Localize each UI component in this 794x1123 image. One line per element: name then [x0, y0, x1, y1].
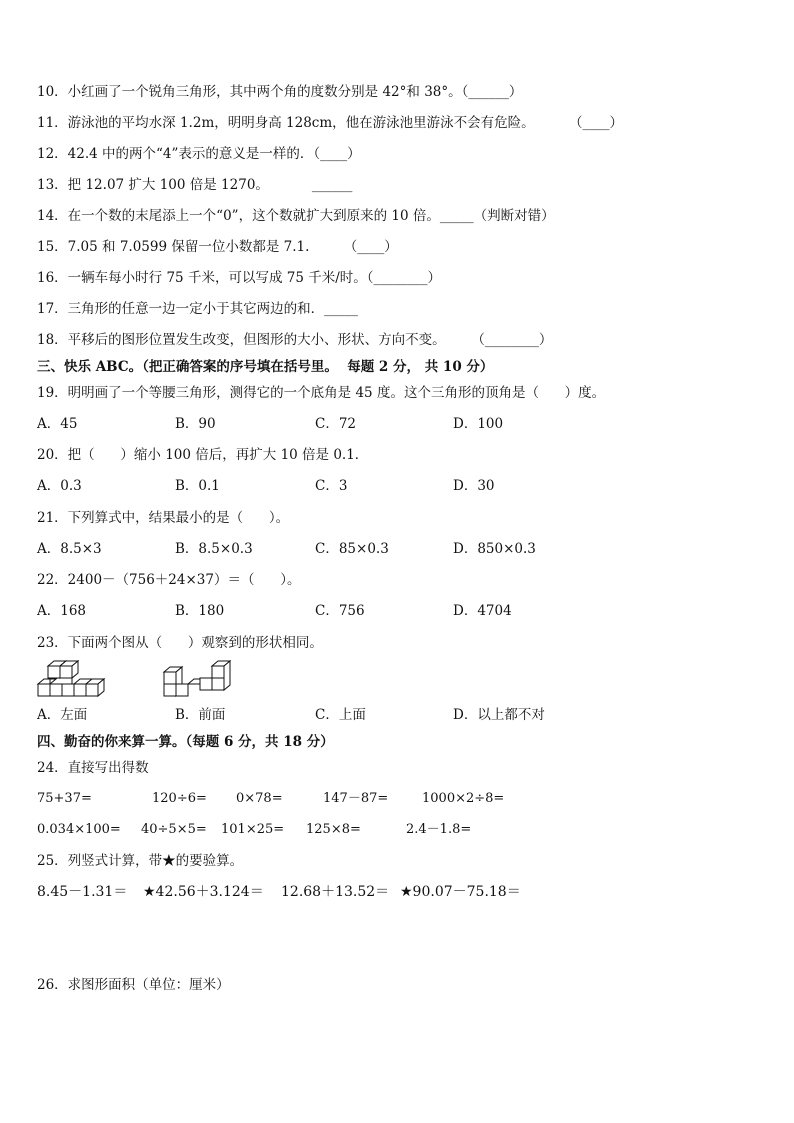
cube-figure-left	[36, 660, 108, 698]
q21-option-c: C．85×0.3	[315, 541, 389, 557]
question-13: 13．把 12.07 扩大 100 倍是 1270。 ______	[37, 177, 353, 193]
question-26: 26．求图形面积（单位：厘米）	[37, 977, 230, 993]
q22-option-c: C．756	[315, 603, 365, 619]
q22-option-b: B．180	[175, 603, 225, 619]
section-4-heading: 四、勤奋的你来算一算。（每题 6 分，共 18 分）	[37, 734, 334, 750]
q21-option-a: A．8.5×3	[37, 541, 102, 557]
q23-option-b: B．前面	[175, 707, 226, 723]
q24-item: 40÷5×5=	[141, 822, 207, 837]
q20-option-c: C．3	[315, 478, 348, 494]
question-19: 19．明明画了一个等腰三角形，测得它的一个底角是 45 度。这个三角形的顶角是（ ）度。	[37, 385, 606, 401]
question-14: 14．在一个数的末尾添上一个“0”，这个数就扩大到原来的 10 倍。_____（判断对错）	[37, 208, 555, 224]
question-25: 25．列竖式计算，带★的要验算。	[37, 853, 244, 869]
q25-item: ★90.07－75.18＝	[400, 884, 521, 900]
q24-item: 125×8=	[306, 822, 361, 837]
question-15: 15．7.05 和 7.0599 保留一位小数都是 7.1. （____）	[37, 239, 398, 255]
q21-option-b: B．8.5×0.3	[175, 541, 253, 557]
question-17: 17．三角形的任意一边一定小于其它两边的和．_____	[37, 301, 358, 317]
question-24: 24．直接写出得数	[37, 760, 149, 776]
q23-option-a: A．左面	[37, 707, 88, 723]
q24-item: 75+37=	[37, 791, 92, 806]
q22-option-d: D．4704	[453, 603, 512, 619]
question-21: 21．下列算式中，结果最小的是（ ）。	[37, 510, 290, 526]
q22-option-a: A．168	[37, 603, 87, 619]
q19-option-b: B．90	[175, 416, 216, 432]
section-3-heading: 三、快乐 ABC。（把正确答案的序号填在括号里。 每题 2 分， 共 10 分）	[37, 359, 494, 375]
q20-option-a: A．0.3	[37, 478, 82, 494]
cube-figure-right	[162, 660, 242, 698]
question-16: 16．一辆车每小时行 75 千米，可以写成 75 千米/时。（________）	[37, 270, 441, 286]
q25-item: 8.45－1.31＝	[37, 884, 128, 900]
question-22: 22．2400－（756＋24×37）＝（ ）。	[37, 572, 301, 588]
question-12: 12．42.4 中的两个“4”表示的意义是一样的．（____）	[37, 146, 361, 162]
q25-item: ★42.56＋3.124＝	[143, 884, 264, 900]
q20-option-b: B．0.1	[175, 478, 220, 494]
q24-item: 2.4－1.8=	[406, 822, 472, 837]
question-23: 23．下面两个图从（ ）观察到的形状相同。	[37, 635, 323, 651]
q23-option-d: D．以上都不对	[453, 707, 545, 723]
q24-item: 147－87=	[323, 791, 389, 806]
q24-item: 0.034×100=	[37, 822, 121, 837]
q20-option-d: D．30	[453, 478, 495, 494]
question-10: 10．小红画了一个锐角三角形，其中两个角的度数分别是 42°和 38°。（______）	[37, 84, 523, 100]
q24-item: 1000×2÷8=	[422, 791, 505, 806]
q24-item: 101×25=	[221, 822, 285, 837]
q19-option-a: A．45	[37, 416, 78, 432]
q24-item: 120÷6=	[152, 791, 207, 806]
q23-option-c: C．上面	[315, 707, 366, 723]
q19-option-c: C．72	[315, 416, 357, 432]
question-11: 11．游泳池的平均水深 1.2m，明明身高 128cm，他在游泳池里游泳不会有危险。 （____）	[37, 115, 623, 131]
question-18: 18．平移后的图形位置发生改变，但图形的大小、形状、方向不变。 （________）	[37, 332, 553, 348]
q19-option-d: D．100	[453, 416, 504, 432]
q21-option-d: D．850×0.3	[453, 541, 536, 557]
question-20: 20．把（ ）缩小 100 倍后，再扩大 10 倍是 0.1．	[37, 447, 369, 463]
q24-item: 0×78=	[236, 791, 283, 806]
q25-item: 12.68＋13.52＝	[281, 884, 390, 900]
